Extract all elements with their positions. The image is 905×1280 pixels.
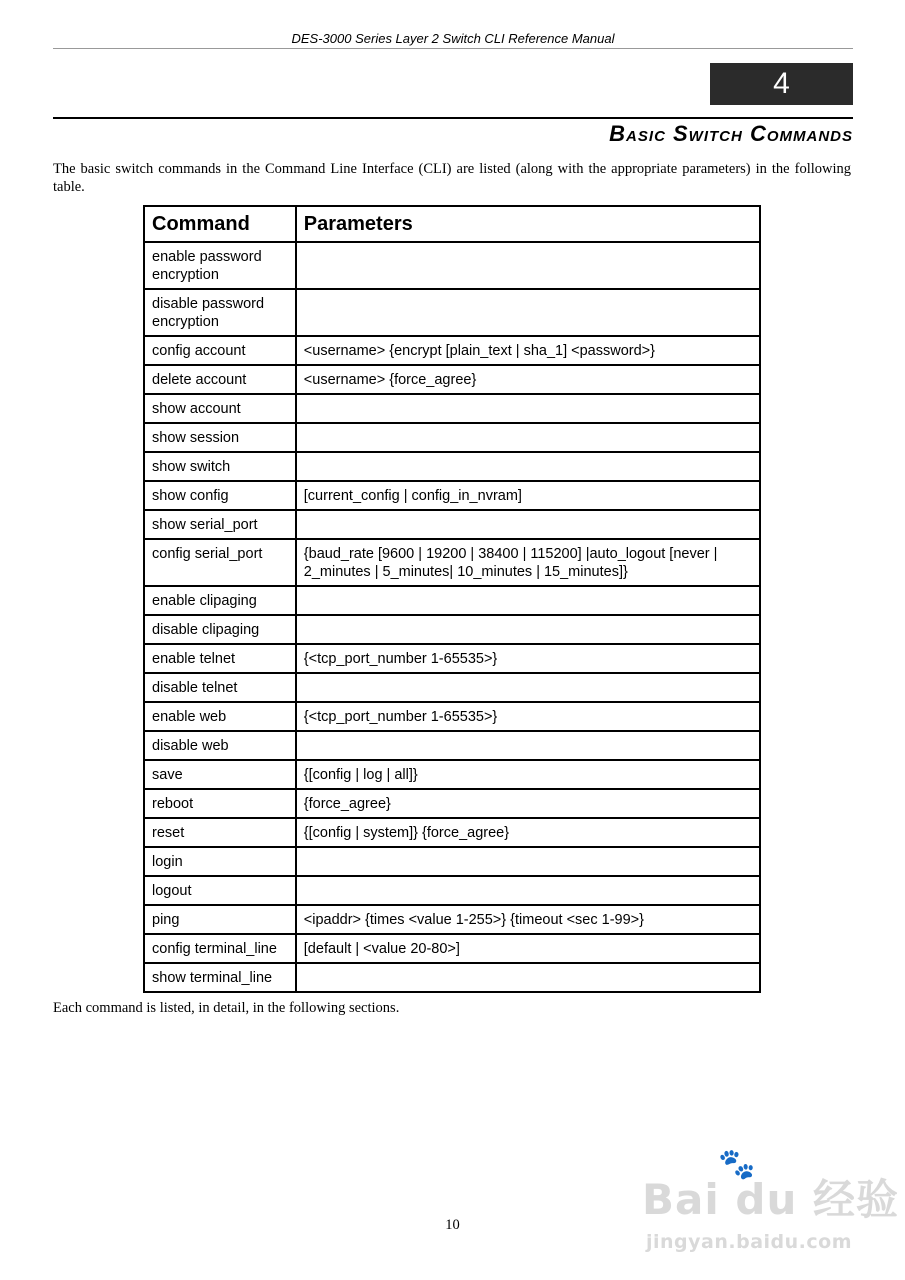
command-table: [143, 205, 761, 993]
chapter-title: Basic Switch Commands: [609, 121, 853, 146]
command-cell: save: [144, 760, 296, 789]
table-header-row: [144, 206, 760, 242]
running-header: DES-3000 Series Layer 2 Switch CLI Reference Manual: [291, 31, 615, 46]
header-rule: [53, 48, 853, 49]
parameters-cell: [296, 731, 760, 760]
parameters-cell: <ipaddr> {times <value 1-255>} {timeout <sec 1-99>}: [296, 905, 760, 934]
command-cell: show account: [144, 394, 296, 423]
table-row: [144, 586, 760, 615]
table-row: [144, 644, 760, 673]
table-row: [144, 818, 760, 847]
command-cell: show session: [144, 423, 296, 452]
parameters-cell: {[config | log | all]}: [296, 760, 760, 789]
parameters-cell: {<tcp_port_number 1-65535>}: [296, 702, 760, 731]
parameters-cell: [296, 289, 760, 336]
command-cell: disable clipaging: [144, 615, 296, 644]
table-row: [144, 423, 760, 452]
command-cell: enable web: [144, 702, 296, 731]
table-row: [144, 789, 760, 818]
command-cell: logout: [144, 876, 296, 905]
column-header-parameters: Parameters: [296, 206, 760, 242]
table-row: [144, 847, 760, 876]
parameters-cell: {[config | system]} {force_agree}: [296, 818, 760, 847]
command-cell: reset: [144, 818, 296, 847]
table-row: [144, 336, 760, 365]
table-row: [144, 365, 760, 394]
table-row: [144, 673, 760, 702]
parameters-cell: [296, 963, 760, 992]
watermark-brand: Bai du 经验: [642, 1175, 899, 1224]
command-cell: config serial_port: [144, 539, 296, 586]
table-row: [144, 702, 760, 731]
table-row: [144, 760, 760, 789]
parameters-cell: {force_agree}: [296, 789, 760, 818]
parameters-cell: {<tcp_port_number 1-65535>}: [296, 644, 760, 673]
command-cell: reboot: [144, 789, 296, 818]
column-header-command: Command: [144, 206, 296, 242]
command-cell: delete account: [144, 365, 296, 394]
parameters-cell: [296, 615, 760, 644]
parameters-cell: [296, 673, 760, 702]
parameters-cell: [current_config | config_in_nvram]: [296, 481, 760, 510]
parameters-cell: [296, 876, 760, 905]
parameters-cell: {baud_rate [9600 | 19200 | 38400 | 115200] |auto_logout [never | 2_minutes | 5_minutes| 10_minutes | 15_minutes]}: [296, 539, 760, 586]
intro-paragraph: The basic switch commands in the Command Line Interface (CLI) are listed (along with the appropriate parameters) in the following table.: [53, 161, 851, 195]
table-row: [144, 905, 760, 934]
command-cell: show switch: [144, 452, 296, 481]
page-number: 10: [445, 1217, 460, 1233]
parameters-cell: [296, 586, 760, 615]
command-cell: enable password encryption: [144, 242, 296, 289]
outro-paragraph: Each command is listed, in detail, in the following sections.: [53, 1000, 400, 1016]
table-row: [144, 242, 760, 289]
parameters-cell: [default | <value 20-80>]: [296, 934, 760, 963]
parameters-cell: [296, 423, 760, 452]
table-row: [144, 934, 760, 963]
parameters-cell: [296, 510, 760, 539]
table-row: [144, 394, 760, 423]
command-cell: show serial_port: [144, 510, 296, 539]
command-cell: show config: [144, 481, 296, 510]
table-row: [144, 876, 760, 905]
command-cell: disable password encryption: [144, 289, 296, 336]
table-row: [144, 289, 760, 336]
parameters-cell: [296, 847, 760, 876]
command-cell: show terminal_line: [144, 963, 296, 992]
command-cell: config terminal_line: [144, 934, 296, 963]
command-cell: ping: [144, 905, 296, 934]
parameters-cell: <username> {encrypt [plain_text | sha_1] <password>}: [296, 336, 760, 365]
baidu-watermark: [640, 1147, 899, 1260]
command-cell: disable telnet: [144, 673, 296, 702]
command-cell: disable web: [144, 731, 296, 760]
command-cell: enable telnet: [144, 644, 296, 673]
parameters-cell: [296, 452, 760, 481]
table-row: [144, 539, 760, 586]
table-row: [144, 963, 760, 992]
chapter-number-box: 4: [710, 63, 853, 105]
parameters-cell: [296, 242, 760, 289]
command-cell: login: [144, 847, 296, 876]
table-row: [144, 731, 760, 760]
table-row: [144, 481, 760, 510]
parameters-cell: [296, 394, 760, 423]
command-cell: enable clipaging: [144, 586, 296, 615]
watermark-url: jingyan.baidu.com: [646, 1231, 852, 1253]
table-row: [144, 452, 760, 481]
paw-icon: 🐾: [718, 1147, 756, 1182]
table-row: [144, 510, 760, 539]
table-row: [144, 615, 760, 644]
parameters-cell: <username> {force_agree}: [296, 365, 760, 394]
command-cell: config account: [144, 336, 296, 365]
command-table-body: [144, 242, 760, 992]
